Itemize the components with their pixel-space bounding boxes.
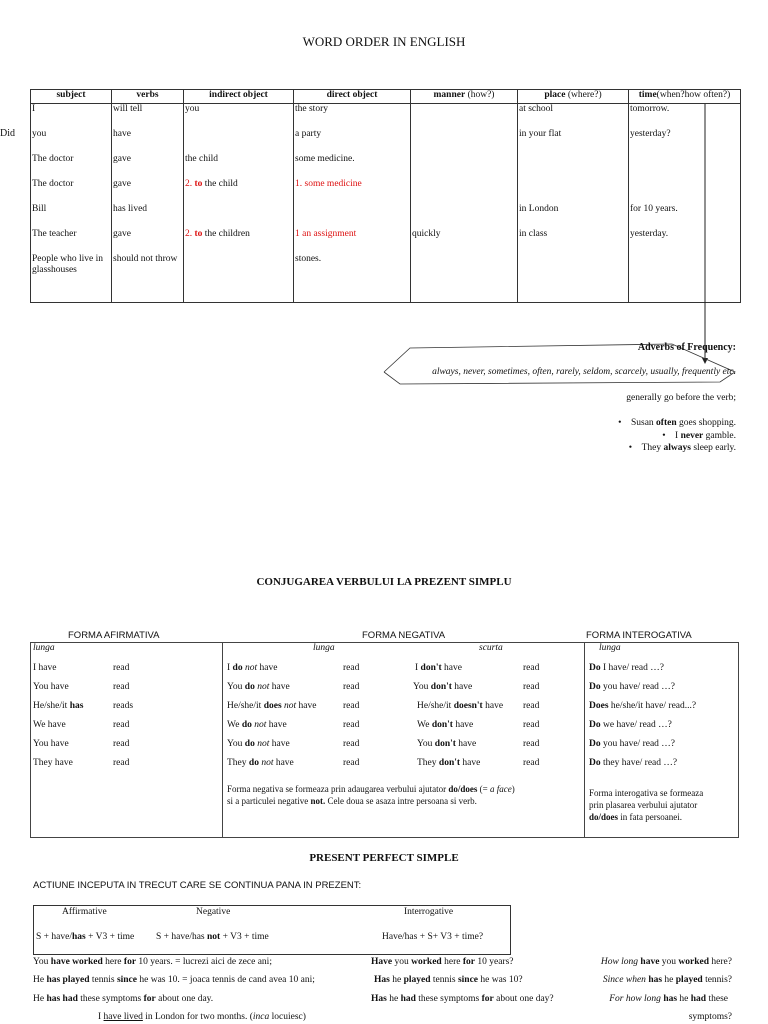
neg-verb: read: [523, 758, 540, 768]
afirm-subject: We have: [33, 720, 66, 730]
box-header-affirmative: Affirmative: [62, 907, 107, 917]
table-cell: yesterday?: [629, 129, 741, 154]
table-cell: The doctor: [31, 179, 112, 204]
example-question: How long have you worked here?: [600, 957, 732, 967]
neg-verb: read: [523, 739, 540, 749]
col-direct-object: direct object: [294, 90, 411, 104]
example-affirmative: He has had these symptoms for about one day.: [33, 994, 214, 1004]
table-cell: a party: [294, 129, 411, 154]
afirm-verb: read: [113, 758, 130, 768]
adverbs-list: always, never, sometimes, often, rarely, seldom, scarcely, usually, frequently etc.: [432, 367, 736, 377]
table-cell: in London: [518, 204, 629, 229]
table-cell: will tell: [112, 104, 184, 130]
table-cell: you: [184, 104, 294, 130]
example-question: For how long has he had these: [609, 994, 728, 1004]
example-question: Since when has he played tennis?: [602, 975, 732, 985]
did-label: Did: [0, 128, 15, 139]
table-cell: 1. some medicine: [294, 179, 411, 204]
scurta-label: scurta: [479, 643, 503, 653]
col-manner: manner (how?): [411, 90, 518, 104]
neg-verb: read: [343, 701, 360, 711]
table-cell: The teacher: [31, 229, 112, 254]
interrogative-note: Forma interogativa se formeaza prin plasarea verbului ajutator do/does in fata persoanei.: [589, 788, 704, 822]
table-cell: in class: [518, 229, 629, 254]
neg-verb: read: [343, 758, 360, 768]
afirm-verb: read: [113, 739, 130, 749]
table-cell: the story: [294, 104, 411, 130]
negative-note: Forma negativa se formeaza prin adaugarea verbului ajutator do/does (= a face) si a particulei negative not. Cele doua se asaza intre persoana si verb.: [227, 784, 515, 806]
afirm-subject: You have: [33, 682, 69, 692]
table-cell: I: [31, 104, 112, 130]
afirm-verb: reads: [113, 701, 134, 711]
afirm-subject: You have: [33, 739, 69, 749]
page-title: WORD ORDER IN ENGLISH: [302, 34, 466, 49]
formula-box: [33, 905, 511, 955]
pps-description: ACTIUNE INCEPUTA IN TRECUT CARE SE CONTINUA PANA IN PREZENT:: [33, 880, 362, 891]
table-cell: you: [31, 129, 112, 154]
conjugation-table: [30, 642, 739, 838]
neg-verb: read: [523, 720, 540, 730]
example-affirmative: He has played tennis since he was 10. = joaca tennis de cand avea 10 ani;: [33, 975, 315, 985]
example-item: • Susan often goes shopping.: [618, 418, 736, 428]
adverbs-note: generally go before the verb;: [626, 393, 736, 403]
box-header-negative: Negative: [196, 907, 231, 917]
col-verbs: verbs: [112, 90, 184, 104]
afirm-subject: He/she/it has: [33, 701, 84, 711]
table-cell: have: [112, 129, 184, 154]
col-indirect-object: indirect object: [184, 90, 294, 104]
table-cell: 2. to the child: [184, 179, 294, 204]
example-affirmative: I have lived in London for two months. (inca locuiesc): [98, 1012, 306, 1022]
table-cell: gave: [112, 154, 184, 179]
table-cell: in your flat: [518, 129, 629, 154]
example-question-cont: symptoms?: [688, 1012, 732, 1022]
neg-verb: read: [343, 720, 360, 730]
afirm-subject: They have: [33, 758, 73, 768]
afirm-verb: read: [113, 720, 130, 730]
table-cell: gave: [112, 179, 184, 204]
neg-verb: read: [523, 682, 540, 692]
table-cell: People who live in glasshouses: [31, 254, 112, 303]
example-item: • I never gamble.: [662, 431, 736, 441]
header-negativa: FORMA NEGATIVA: [362, 630, 446, 641]
neg-verb: read: [343, 739, 360, 749]
table-cell: 1 an assignment: [294, 229, 411, 254]
afirm-subject: I have: [33, 663, 57, 673]
neg-verb: read: [523, 663, 540, 673]
table-cell: The doctor: [31, 154, 112, 179]
formula-affirmative: S + have/has + V3 + time: [36, 932, 135, 942]
interogativa-cell: lunga Do I have/ read …? Do you have/ read …? Does he/she/it have/ read...? Do we have/ read …? Do you have/ read …? Do they have/ read …? Forma interogativa se formeaza prin plasarea verbului ajutator do/does in fata persoanei.: [585, 643, 739, 838]
table-cell: stones.: [294, 254, 411, 303]
neg-verb: read: [343, 663, 360, 673]
connector-arrows: [0, 0, 768, 480]
negativa-cell: lunga scurta I do not have You do not have He/she/it does not have We do not have You do not have They do not have read read read read read read I don't have You don't have He/she/it doesn't have We don't have You don't have They don't have read read read read read read Forma negativa se formeaza prin adaugarea verbului ajutator do/does (= a face) si a particulei negative not. Cele doua se asaza intre persoana si verb.: [223, 643, 585, 838]
table-cell: has lived: [112, 204, 184, 229]
table-cell: 2. to the children: [184, 229, 294, 254]
example-interrogative: Has he played tennis since he was 10?: [374, 975, 523, 985]
table-cell: quickly: [411, 229, 518, 254]
header-interogativa: FORMA INTEROGATIVA: [586, 630, 692, 641]
afirm-verb: read: [113, 682, 130, 692]
header-afirmativa: FORMA AFIRMATIVA: [68, 630, 160, 641]
box-header-interrogative: Interrogative: [404, 907, 454, 917]
example-affirmative: You have worked here for 10 years. = lucrezi aici de zece ani;: [33, 957, 272, 967]
formula-interrogative: Have/has + S+ V3 + time?: [382, 932, 484, 942]
neg-verb: read: [343, 682, 360, 692]
table-cell: some medicine.: [294, 154, 411, 179]
table-cell: Bill: [31, 204, 112, 229]
lunga-label: lunga: [33, 643, 55, 653]
afirm-verb: read: [113, 663, 130, 673]
afirmativa-cell: [31, 643, 223, 838]
table-cell: at school: [518, 104, 629, 130]
section-title-present-perfect: PRESENT PERFECT SIMPLE: [309, 852, 459, 864]
section-title-conjugation: CONJUGAREA VERBULUI LA PREZENT SIMPLU: [256, 576, 512, 588]
example-interrogative: Has he had these symptoms for about one day?: [371, 994, 554, 1004]
lunga-label: lunga: [313, 643, 335, 653]
neg-verb: read: [523, 701, 540, 711]
formula-negative: S + have/has not + V3 + time: [156, 932, 269, 942]
table-cell: for 10 years.: [629, 204, 741, 229]
example-item: • They always sleep early.: [628, 443, 736, 453]
lunga-label: lunga: [599, 643, 621, 653]
table-cell: yesterday.: [629, 229, 741, 254]
table-cell: tomorrow.: [629, 104, 741, 130]
table-cell: the child: [184, 154, 294, 179]
example-interrogative: Have you worked here for 10 years?: [371, 957, 514, 967]
col-place: place (where?): [518, 90, 629, 104]
table-cell: should not throw: [112, 254, 184, 303]
table-cell: gave: [112, 229, 184, 254]
col-subject: subject: [31, 90, 112, 104]
col-time: time(when?how often?): [629, 90, 741, 104]
adverbs-heading: Adverbs of Frequency:: [637, 342, 736, 353]
